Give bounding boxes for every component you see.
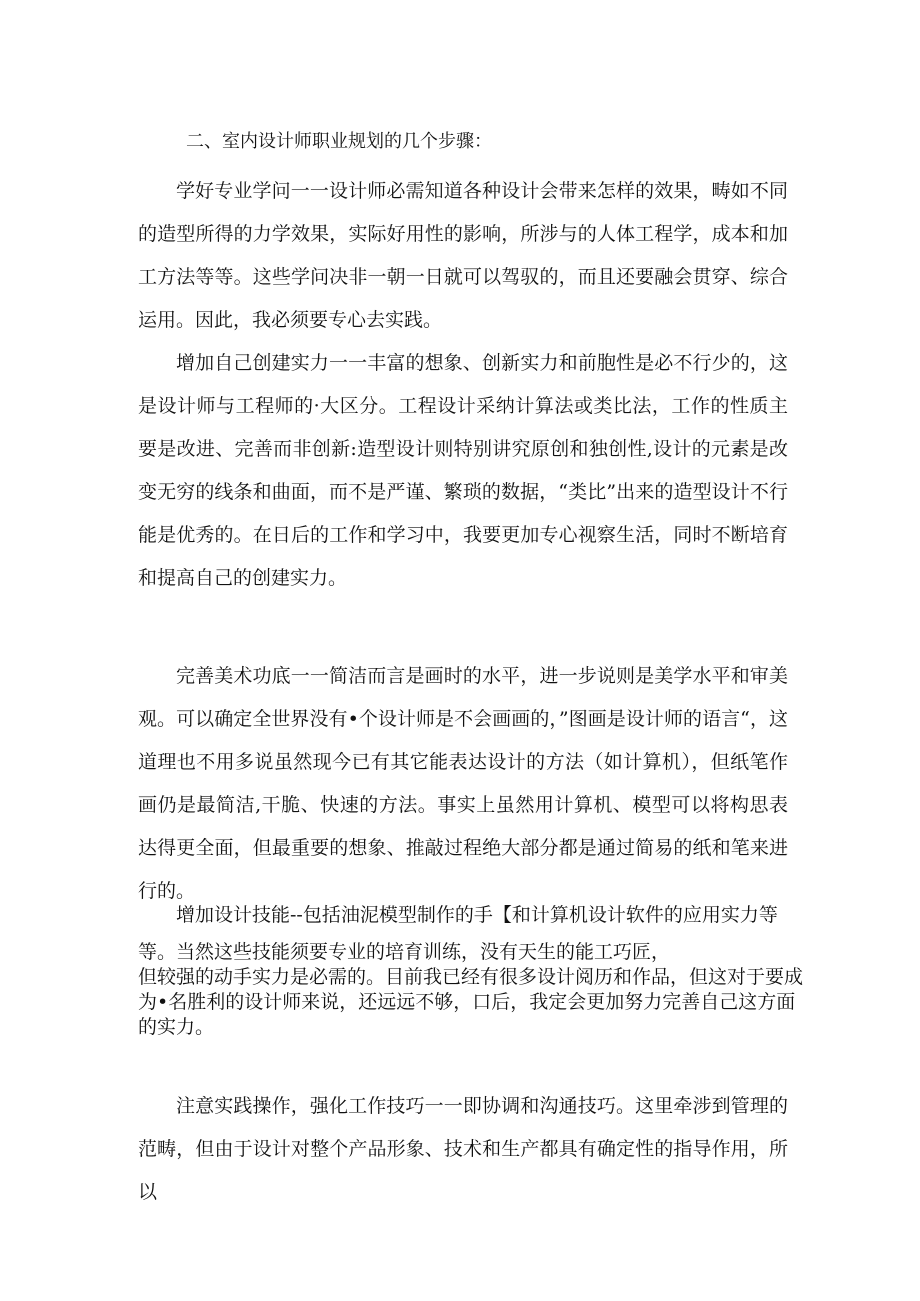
paragraph-line: 等。当然这些技能须要专业的培育训练，没有天生的能工巧匠， (138, 941, 671, 963)
paragraph-line: 增加设计技能--包括油泥模型制作的手【和计算机设计软件的应用实力等 (176, 904, 778, 926)
section-heading: 二、室内设计师职业规划的几个步骤： (186, 131, 492, 152)
paragraph-creativity: 增加自己创建实力一一丰富的想象、创新实力和前胞性是必不行少的，这是设计师与工程师的·大区分。工程设计采纳计算法或类比法，工作的性质主要是改进、完善而非创新:造型设计则特别讲究原创和独创性,设计的元素是改变无穷的线条和曲面，而不是严谨、繁琐的数据，“类比”出来的造型设计不行能是优秀的。在日后的工作和学习中，我要更加专心视察生活，同时不断培育和提高自己的创建实力。 (138, 352, 788, 589)
paragraph-line: 的实力。 (138, 1016, 215, 1038)
paragraph-practice: 注意实践操作，强化工作技巧一一即协调和沟通技巧。这里牵涉到管理的范畴，但由于设计对整个产品形象、技术和生产都具有确定性的指导作用，所以 (138, 1095, 788, 1203)
paragraph-art-foundation: 完善美术功底一一简洁而言是画时的水平，进一步说则是美学水平和审美观。可以确定全世界没有•个设计师是不会画画的，”图画是设计师的语言“，这道理也不用多说虽然现今已有其它能表达设计的方法（如计算机），但纸笔作画仍是最简洁,干脆、快速的方法。事实上虽然用计算机、模型可以将构思表达得更全面，但最重要的想象、推敲过程绝大部分都是通过简易的纸和笔来进行的。 (138, 665, 788, 902)
paragraph-professional-knowledge: 学好专业学问一一设计师必需知道各种设计会带来怎样的效果，畴如不同的造型所得的力学效果，实际好用性的影响，所涉与的人体工程学，成本和加工方法等等。这些学问决非一朝一日就可以驾驭的，而且还要融会贯穿、综合运用。因此，我必须要专心去实践。 (138, 180, 788, 331)
paragraph-design-skills (138, 903, 804, 1040)
paragraph-line: 但较强的动手实力是必需的。目前我已经有很多设计阅历和作品，但这对于要成 (138, 966, 804, 988)
paragraph-line: 为•名胜利的设计师来说，还远远不够，口后，我定会更加努力完善自己这方面 (138, 991, 796, 1013)
